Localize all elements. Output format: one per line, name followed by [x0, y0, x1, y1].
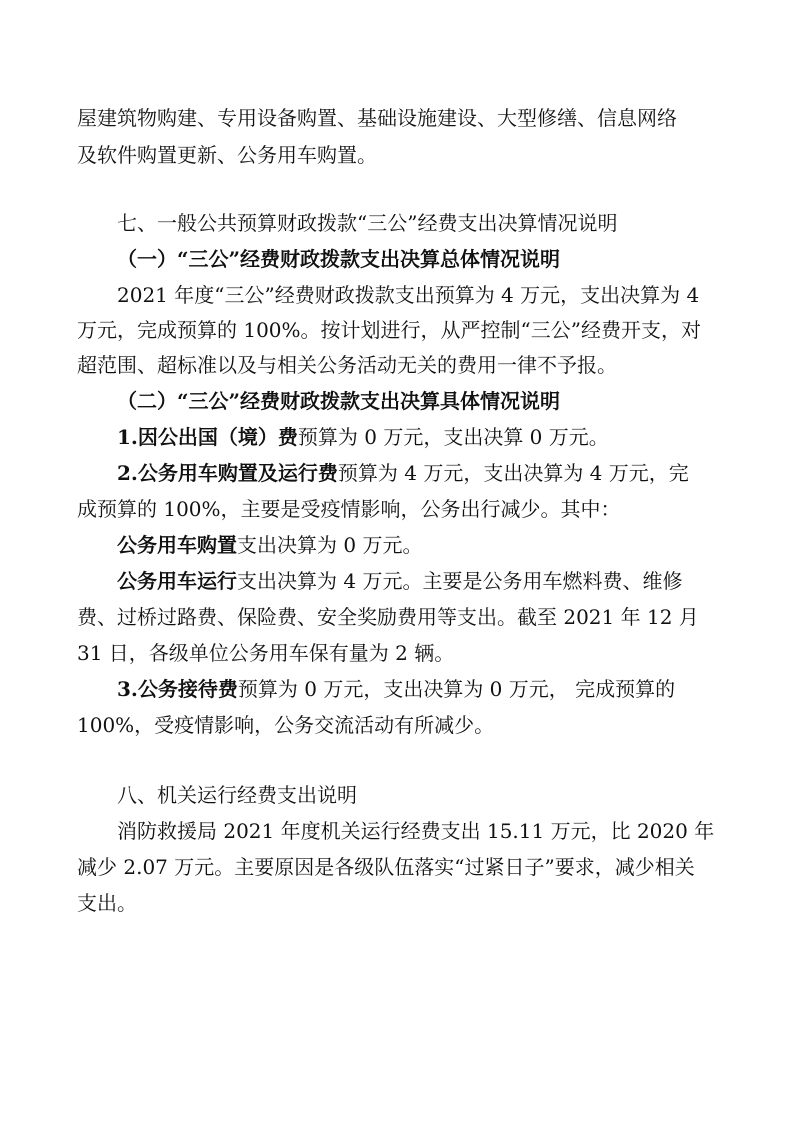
bold-text: 1.因公出国（境）费: [117, 425, 298, 449]
bold-text: 3.公务接待费: [117, 677, 238, 701]
bold-text: （一）“三公”经费财政拨款支出决算总体情况说明: [117, 247, 561, 271]
text-segment: 成预算的 100%，主要是受疫情影响，公务出行减少。其中：: [77, 497, 621, 521]
text-segment: 预算为 4 万元，支出决算为 4 万元，完: [337, 461, 689, 485]
bold-text: （二）“三公”经费财政拨款支出决算具体情况说明: [117, 389, 561, 413]
text-segment: 100%，受疫情影响，公务交流活动有所减少。: [77, 713, 495, 737]
section-heading: [117, 781, 357, 809]
text-segment: 2021 年度“三公”经费财政拨款支出预算为 4 万元，支出决算为 4: [117, 283, 700, 307]
text-line: [77, 711, 494, 739]
text-line: [117, 675, 675, 703]
subsection-heading: [117, 245, 560, 273]
text-line: [77, 603, 699, 631]
text-segment: 万元，完成预算的 100%。按计划进行，从严控制“三公”经费开支，对: [77, 318, 701, 342]
text-line: [77, 639, 454, 667]
text-line: [117, 281, 699, 309]
text-line: [77, 889, 137, 917]
text-line: [117, 531, 422, 559]
text-segment: 七、一般公共预算财政拨款“三公”经费支出决算情况说明: [117, 211, 618, 235]
text-line: [77, 853, 695, 881]
text-segment: 支出。: [77, 891, 137, 915]
text-line: [77, 316, 701, 344]
section-heading: [117, 209, 617, 237]
text-line: [77, 104, 677, 132]
bold-text: 2.公务用车购置及运行费: [117, 461, 338, 485]
bold-text: 公务用车购置: [117, 533, 237, 557]
text-segment: 支出决算为 0 万元。: [237, 533, 423, 557]
text-segment: 支出决算为 4 万元。主要是公务用车燃料费、维修: [237, 569, 683, 593]
text-segment: 消防救援局 2021 年度机关运行经费支出 15.11 万元，比 2020 年: [117, 819, 715, 843]
subsection-heading: [117, 387, 560, 415]
text-segment: 预算为 0 万元，支出决算为 0 万元， 完成预算的: [237, 677, 676, 701]
bold-text: 公务用车运行: [117, 569, 237, 593]
text-line: [77, 141, 377, 169]
text-line: [117, 817, 714, 845]
text-line: [117, 459, 689, 487]
text-segment: 屋建筑物购建、专用设备购置、基础设施建设、大型修缮、信息网络: [77, 106, 677, 130]
text-line: [117, 567, 682, 595]
text-segment: 费、过桥过路费、保险费、安全奖励费用等支出。截至 2021 年 12 月: [77, 605, 699, 629]
text-segment: 超范围、超标准以及与相关公务活动无关的费用一律不予报。: [77, 353, 617, 377]
text-segment: 预算为 0 万元，支出决算 0 万元。: [297, 425, 609, 449]
text-segment: 31 日，各级单位公务用车保有量为 2 辆。: [77, 641, 455, 665]
text-line: [77, 351, 617, 379]
text-line: [77, 495, 621, 523]
text-line: [117, 423, 609, 451]
text-segment: 及软件购置更新、公务用车购置。: [77, 143, 377, 167]
text-segment: 八、机关运行经费支出说明: [117, 783, 357, 807]
text-segment: 减少 2.07 万元。主要原因是各级队伍落实“过紧日子”要求，减少相关: [77, 855, 695, 879]
